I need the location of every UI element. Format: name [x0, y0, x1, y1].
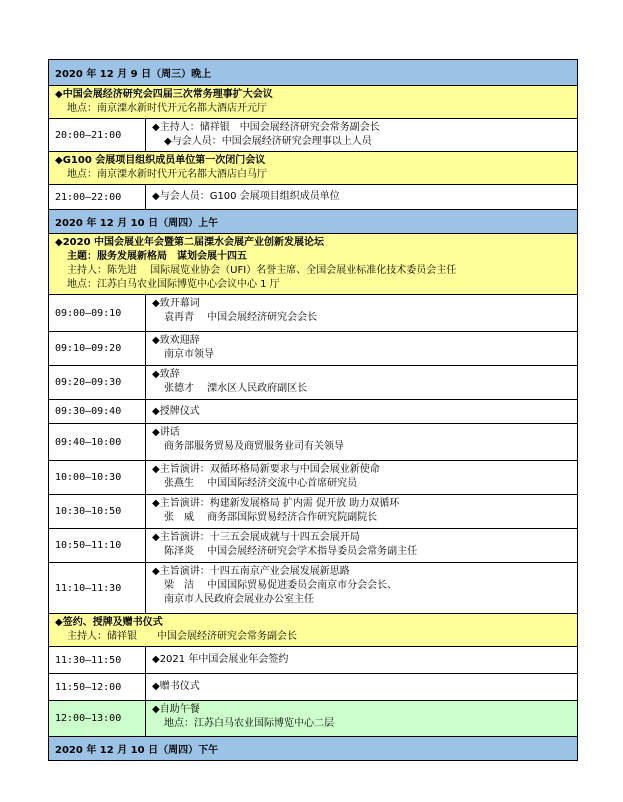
schedule-row	[49, 562, 577, 613]
section-title: ◆2020 中国会展业年会暨第二届溧水会展产业创新发展论坛	[55, 237, 325, 248]
row-line: ◆自助午餐	[152, 704, 200, 715]
schedule-row	[49, 399, 577, 423]
day-header-dec10-morning	[49, 209, 577, 233]
time-cell: 21:00–22:00	[49, 185, 146, 209]
row-line: ◆讲话	[152, 427, 180, 438]
schedule-row	[49, 673, 577, 700]
section-host: 主持人：储祥银 中国会展经济研究会常务副会长	[67, 631, 297, 642]
time-cell: 09:40–10:00	[49, 424, 146, 460]
schedule-row	[49, 331, 577, 365]
schedule-row-lunch	[49, 700, 577, 736]
schedule-row	[49, 646, 577, 673]
section-annual-forum	[49, 233, 577, 294]
row-line: 南京市人民政府会展业办公室主任	[164, 594, 314, 605]
day-title: 2020 年 12 月 10 日（周四）下午	[55, 745, 219, 756]
row-line: ◆主旨演讲：构建新发展格局 扩内需 促开放 助力双循环	[152, 498, 400, 509]
row-line: ◆主旨演讲：十四五南京产业会展发展新思路	[152, 566, 350, 577]
row-line: 地点：江苏白马农业国际博览中心二层	[164, 718, 334, 729]
day-title: 2020 年 12 月 9 日（周三）晚上	[55, 69, 212, 80]
row-line: 张燕生 中国国际经济交流中心首席研究员	[164, 478, 358, 489]
time-cell: 09:20–09:30	[49, 366, 146, 399]
section-signing-ceremony	[49, 613, 577, 646]
section-title: ◆签约、授牌及赠书仪式	[55, 617, 163, 628]
row-line: ◆与会人员：中国会展经济研究会理事以上人员	[164, 136, 372, 147]
schedule-row	[49, 460, 577, 494]
row-line: ◆主旨演讲：十三五会展成就与十四五会展开局	[152, 532, 360, 543]
time-cell: 10:30–10:50	[49, 495, 146, 528]
time-cell: 20:00–21:00	[49, 119, 146, 151]
row-line: ◆赠书仪式	[152, 681, 200, 692]
day-title: 2020 年 12 月 10 日（周四）上午	[55, 218, 219, 229]
schedule-row	[49, 184, 577, 209]
section-title: ◆G100 会展项目组织成员单位第一次闭门会议	[55, 155, 266, 166]
day-header-dec10-afternoon	[49, 736, 577, 760]
time-cell: 09:10–09:20	[49, 332, 146, 365]
row-line: ◆致欢迎辞	[152, 335, 200, 346]
row-line: ◆与会人员：G100 会展项目组织成员单位	[152, 191, 340, 202]
row-line: ◆2021 年中国会展业年会签约	[152, 654, 289, 665]
section-council-meeting	[49, 85, 577, 118]
section-host: 主持人：陈先进 国际展览业协会（UFI）名誉主席、全国会展业标准化技术委员会主任	[67, 265, 457, 276]
schedule-row	[49, 365, 577, 399]
section-theme: 主题：服务发展新格局 谋划会展十四五	[67, 251, 247, 262]
section-location: 地点：南京溧水新时代开元名都大酒店开元厅	[67, 103, 267, 114]
time-cell: 09:00–09:10	[49, 295, 146, 331]
time-cell: 11:10–11:30	[49, 563, 146, 613]
section-location: 地点：南京溧水新时代开元名都大酒店白马厅	[67, 169, 267, 180]
row-line: ◆授牌仪式	[152, 405, 200, 417]
section-title: ◆中国会展经济研究会四届三次常务理事扩大会议	[55, 89, 273, 100]
schedule-row	[49, 494, 577, 528]
day-header-dec9-evening	[49, 60, 577, 85]
row-line: 南京市领导	[164, 349, 214, 360]
schedule-table	[48, 59, 578, 761]
row-line: 张德才 溧水区人民政府副区长	[164, 383, 308, 394]
schedule-row	[49, 423, 577, 460]
time-cell: 10:00–10:30	[49, 461, 146, 494]
time-cell: 11:50–12:00	[49, 674, 146, 700]
row-line: ◆致开幕词	[152, 298, 200, 309]
row-line: 梁 洁 中国国际贸易促进委员会南京市分会会长、	[164, 580, 398, 591]
row-line: ◆主旨演讲：双循环格局新要求与中国会展业新使命	[152, 464, 380, 475]
section-location: 地点：江苏白马农业国际博览中心会议中心 1 厅	[67, 279, 280, 290]
schedule-row	[49, 294, 577, 331]
time-cell: 10:50–11:10	[49, 529, 146, 562]
time-cell: 11:30–11:50	[49, 647, 146, 673]
row-line: 陈泽炎 中国会展经济研究会学术指导委员会常务副主任	[164, 546, 418, 557]
row-line: 袁再青 中国会展经济研究会会长	[164, 312, 318, 323]
time-cell: 09:30–09:40	[49, 400, 146, 423]
section-g100-meeting	[49, 151, 577, 184]
time-cell: 12:00–13:00	[49, 701, 146, 736]
row-line: ◆主持人：储祥银 中国会展经济研究会常务副会长	[152, 122, 380, 133]
schedule-row	[49, 528, 577, 562]
row-line: ◆致辞	[152, 369, 180, 380]
row-line: 商务部服务贸易及商贸服务业司有关领导	[164, 441, 344, 452]
schedule-row	[49, 118, 577, 151]
row-line: 张 威 商务部国际贸易经济合作研究院副院长	[164, 512, 378, 523]
